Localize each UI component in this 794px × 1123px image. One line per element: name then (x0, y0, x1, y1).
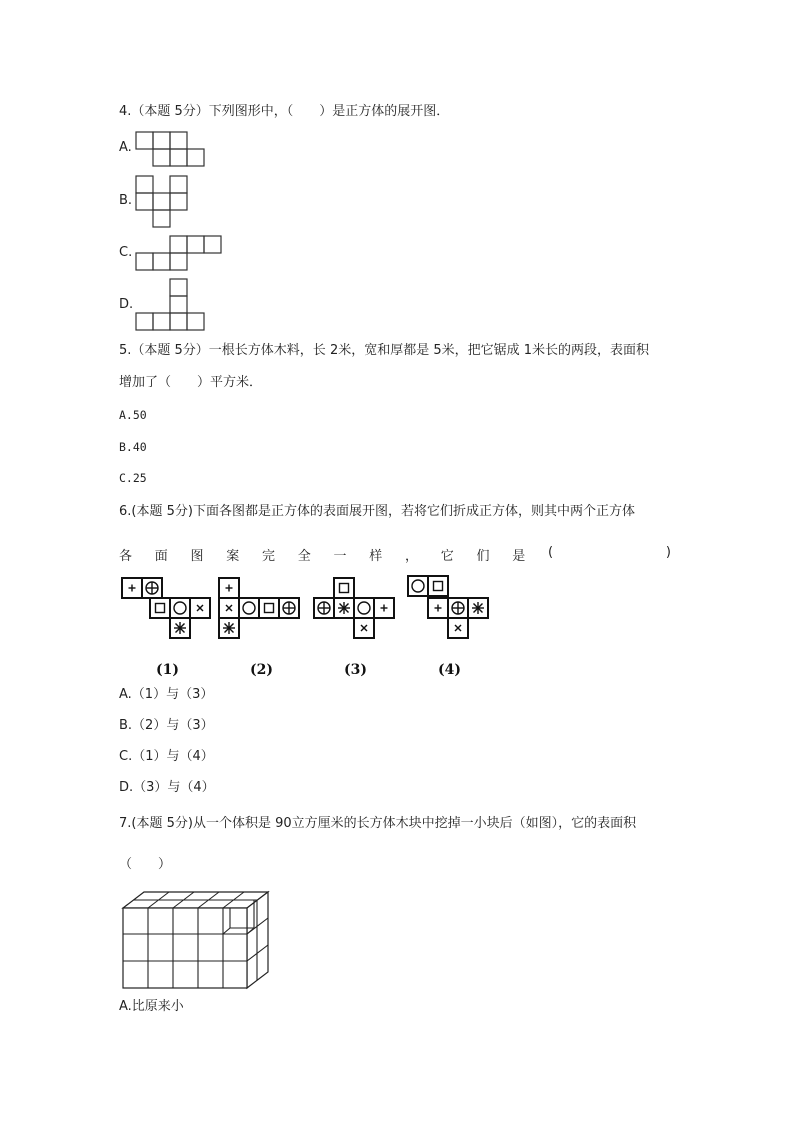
q6-figure-label-2: (2) (250, 662, 273, 678)
q4-option-d-label: D. (119, 297, 134, 312)
q4-option-d-net (136, 278, 208, 334)
q6-net-3 (314, 578, 394, 638)
q6-net-2 (219, 578, 299, 638)
q6-char: ， (405, 549, 419, 564)
q6-char: 面 (154, 549, 168, 564)
q7-cuboid-figure (118, 886, 278, 991)
q6-option-b: B.（2）与（3） (119, 718, 214, 733)
q6-char: 案 (226, 549, 240, 564)
q4-option-c-label: C. (119, 245, 133, 260)
q7-stem-line2: （ ） (119, 857, 172, 872)
q4-option-a-label: A. (119, 140, 132, 155)
q6-char: 是 (512, 549, 526, 564)
q4-stem: 4.（本题 5分）下列图形中，（ ）是正方体的展开图． (119, 104, 450, 119)
q5-stem-line1: 5.（本题 5分）一根长方体木料，长 2米，宽和厚都是 5米，把它锯成 1米长的两段，表面积 (119, 343, 650, 358)
q6-net-4 (408, 576, 488, 638)
q6-char: 它 (440, 549, 454, 564)
q7-option-a: A.比原来小 (119, 999, 184, 1014)
q6-char: ) (665, 545, 671, 560)
q6-char: 们 (476, 549, 490, 564)
q6-char: 图 (190, 549, 204, 564)
q5-stem-line2: 增加了（ ）平方米． (119, 375, 263, 390)
q5-option-c: C.25 (119, 471, 147, 485)
q6-char: 一 (333, 549, 347, 564)
q4-option-b-label: B. (119, 193, 133, 208)
q6-figure-label-4: (4) (438, 662, 461, 678)
q4-option-a-net (136, 130, 208, 170)
q4-option-c-net (136, 235, 226, 275)
q6-option-c: C.（1）与（4） (119, 749, 214, 764)
q5-option-a: A.50 (119, 408, 147, 422)
q6-stem-line1: 6.(本题 5分)下面各图都是正方体的表面展开图，若将它们折成正方体，则其中两个正方体 (119, 504, 635, 519)
q7-stem-line1: 7.(本题 5分)从一个体积是 90立方厘米的长方体木块中挖掉一小块后（如图），它的表面积 (119, 816, 637, 831)
q6-char: 完 (262, 549, 276, 564)
q4-option-b-net (136, 175, 192, 231)
q6-option-d: D.（3）与（4） (119, 780, 215, 795)
q6-net-1 (122, 578, 210, 638)
q6-figure-label-1: (1) (156, 662, 179, 678)
q6-figure-label-3: (3) (344, 662, 367, 678)
q6-char: 样 (369, 549, 383, 564)
q6-char: 各 (119, 549, 133, 564)
q5-option-b: B.40 (119, 440, 147, 454)
q6-option-a: A.（1）与（3） (119, 687, 214, 702)
q6-nets-figure (118, 574, 498, 684)
q6-stem-line2 (119, 545, 671, 564)
q6-char: ( (548, 545, 554, 560)
q6-char: 全 (297, 549, 311, 564)
